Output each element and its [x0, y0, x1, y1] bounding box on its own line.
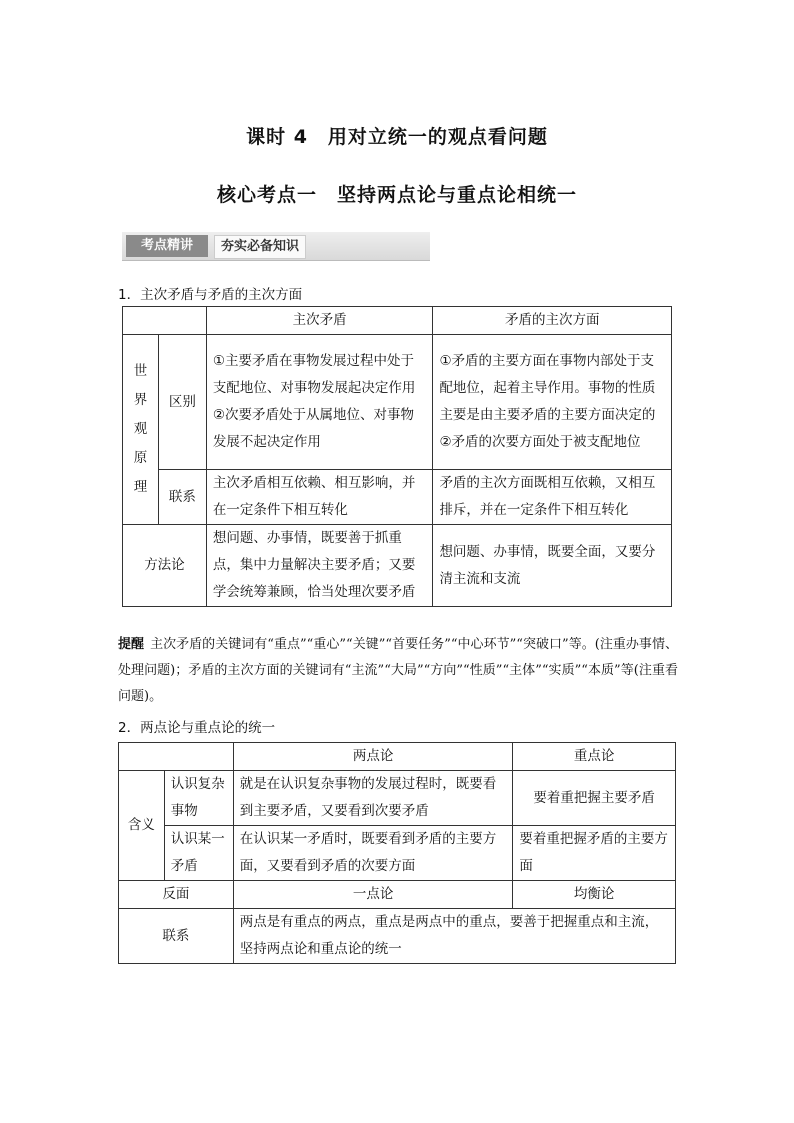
row-label-methodology: 方法论 [123, 525, 207, 607]
cell-connection-primary: 主次矛盾相互依赖、相互影响，并在一定条件下相互转化 [206, 470, 433, 525]
table-header-row [123, 307, 672, 335]
cell-relation: 两点是有重点的两点，重点是两点中的重点，要善于把握重点和主流，坚持两点论和重点论的统一 [233, 909, 675, 964]
table-row [119, 909, 676, 964]
tip-text: 主次矛盾的关键词有“重点”“重心”“关键”“首要任务”“中心环节”“突破口”等。(注重办事情、处理问题)；矛盾的主次方面的关键词有“主流”“大局”“方向”“性质”“主体”“实质”“本质”等(注重看问题)。 [118, 637, 678, 704]
table-row [119, 771, 676, 826]
banner-text: 夯实必备知识 [214, 235, 306, 259]
row-label [164, 826, 233, 881]
header-primary: 主次矛盾 [206, 307, 433, 335]
table-header-row [119, 743, 676, 771]
row-label-text: 认识某一矛盾 [170, 831, 225, 874]
opposite-label: 反面 [119, 881, 234, 909]
cell-distinction-aspects: ①矛盾的主要方面在事物内部处于支配地位，起着主导作用。事物的性质主要是由主要矛盾的主要方面决定的 ②矛盾的次要方面处于被支配地位 [433, 335, 672, 470]
cell-key-point: 要着重把握主要矛盾 [513, 771, 676, 826]
table-row [119, 881, 676, 909]
header-empty [119, 743, 234, 771]
banner-tag: 考点精讲 [126, 235, 208, 257]
cell-methodology-primary: 想问题、办事情，既要善于抓重点，集中力量解决主要矛盾；又要学会统筹兼顾，恰当处理次要矛盾 [206, 525, 433, 607]
header-two-point: 两点论 [233, 743, 513, 771]
header-empty [123, 307, 207, 335]
cell-methodology-aspects: 想问题、办事情，既要全面，又要分清主流和支流 [433, 525, 672, 607]
table-row [123, 335, 672, 470]
meaning-label: 含义 [119, 771, 165, 881]
row-label-distinction: 区别 [158, 335, 206, 470]
relation-label: 联系 [119, 909, 234, 964]
cell-key-point: 要着重把握矛盾的主要方面 [513, 826, 676, 881]
cell-two-point: 就是在认识复杂事物的发展过程时，既要看到主要矛盾，又要看到次要矛盾 [233, 771, 513, 826]
tip-paragraph [118, 632, 678, 710]
tip-label: 提醒 [118, 637, 145, 652]
table-row [123, 470, 672, 525]
table-two-point [118, 742, 676, 964]
cell-opposite-two: 一点论 [233, 881, 513, 909]
cell-two-point: 在认识某一矛盾时，既要看到矛盾的主要方面，又要看到矛盾的次要方面 [233, 826, 513, 881]
page-title: 课时 4 用对立统一的观点看问题 [246, 126, 548, 148]
worldview-label-text: 世界观原理 [133, 363, 148, 495]
table-row [119, 826, 676, 881]
cell-distinction-primary: ①主要矛盾在事物发展过程中处于支配地位、对事物发展起决定作用 ②次要矛盾处于从属地位、对事物发展不起决定作用 [206, 335, 433, 470]
row-label-connection: 联系 [158, 470, 206, 525]
table-row [123, 525, 672, 607]
heading-1: 1．主次矛盾与矛盾的主次方面 [118, 287, 303, 303]
section-title: 核心考点一 坚持两点论与重点论相统一 [216, 184, 577, 206]
table-contradictions [122, 306, 672, 607]
worldview-label [123, 335, 159, 525]
row-label-text: 认识复杂事物 [170, 776, 225, 819]
cell-opposite-key: 均衡论 [513, 881, 676, 909]
section-banner [122, 232, 430, 261]
cell-connection-aspects: 矛盾的主次方面既相互依赖，又相互排斥，并在一定条件下相互转化 [433, 470, 672, 525]
header-key-point: 重点论 [513, 743, 676, 771]
header-aspects: 矛盾的主次方面 [433, 307, 672, 335]
heading-2: 2．两点论与重点论的统一 [118, 720, 276, 736]
row-label [164, 771, 233, 826]
